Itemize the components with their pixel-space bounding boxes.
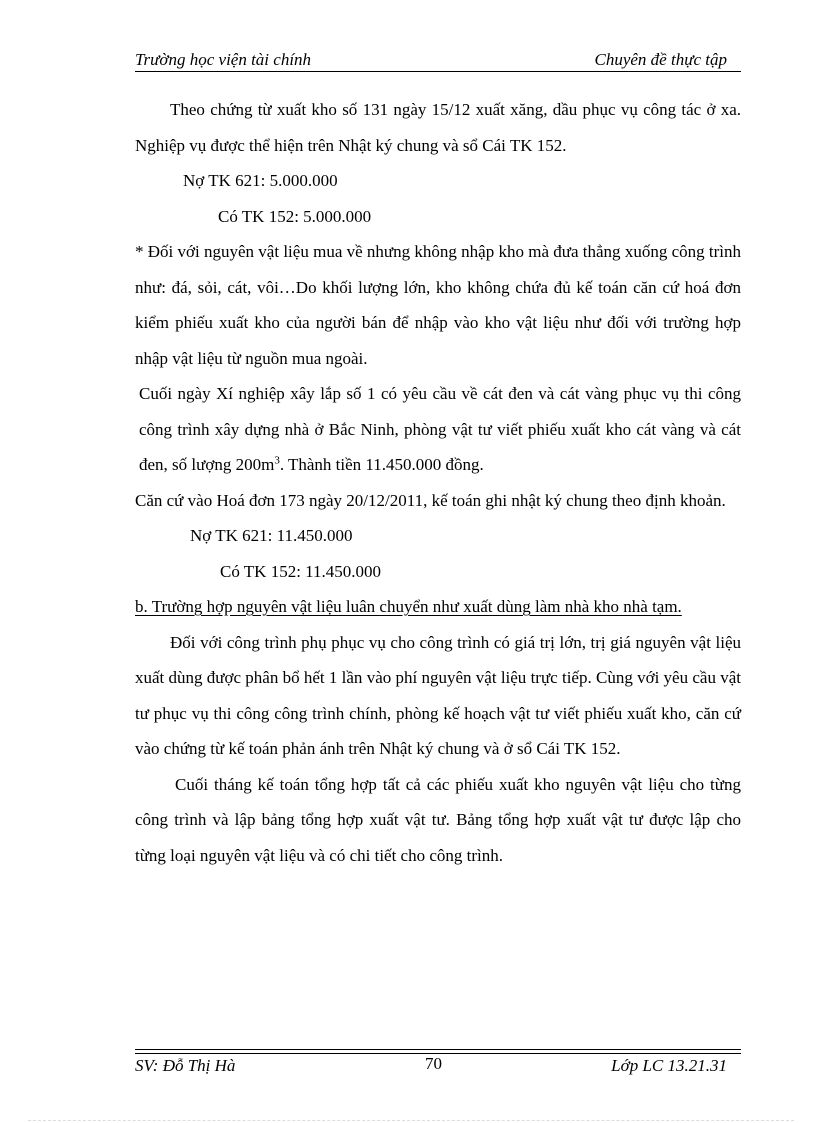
page-body (135, 92, 741, 873)
paragraph-month-end-summary: Cuối tháng kế toán tổng hợp tất cả các phiếu xuất kho nguyên vật liệu cho từng công trình và lập bảng tổng hợp xuất vật tư. Bảng tổng hợp xuất vật tư được lập cho từng loại nguyên vật liệu và có chi tiết cho công trình. (135, 774, 741, 865)
footer-class-code: Lớp LC 13.21.31 (611, 1056, 727, 1075)
paragraph-invoice-173: Căn cứ vào Hoá đơn 173 ngày 20/12/2011, kế toán ghi nhật ký chung theo định khoản. (135, 490, 726, 510)
paragraph-fuel-issue: Theo chứng từ xuất kho số 131 ngày 15/12 xuất xăng, dầu phục vụ công tác ở xa. Nghiệp vụ được thể hiện trên Nhật ký chung và sổ Cái TK 152. (135, 100, 741, 155)
journal-entry-2-debit: Nợ TK 621: 11.450.000 (190, 526, 353, 545)
page-header (135, 48, 741, 72)
section-heading-b: b. Trường hợp nguyên vật liệu luân chuyển như xuất dùng làm nhà kho nhà tạm. (135, 597, 682, 616)
journal-entry-1-debit: Nợ TK 621: 5.000.000 (183, 171, 338, 190)
paragraph-sand-issue (135, 376, 741, 483)
paragraph-auxiliary-works: Đối với công trình phụ phục vụ cho công trình có giá trị lớn, trị giá nguyên vật liệu xuất dùng được phân bổ hết 1 lần vào phí nguyên vật liệu trực tiếp. Cùng với yêu cầu vật tư phục vụ thi công công trình chính, phòng kế hoạch vật tư viết phiếu xuất kho, căn cứ vào chứng từ kế toán phản ánh trên Nhật ký chung và ở sổ Cái TK 152. (135, 632, 741, 758)
sand-issue-amount: . Thành tiền 11.450.000 đồng. (279, 455, 484, 474)
header-school-name: Trường học viện tài chính (135, 50, 312, 69)
footer-student-name: SV: Đỗ Thị Hà (135, 1056, 236, 1075)
header-report-title: Chuyên đề thực tập (594, 50, 727, 69)
paragraph-direct-materials: * Đối với nguyên vật liệu mua về nhưng không nhập kho mà đưa thẳng xuống công trình như: đá, sỏi, cát, vôi…Do khối lượng lớn, kho không chứa đủ kế toán căn cứ hoá đơn kiểm phiếu xuất kho của người bán để nhập vào kho vật liệu như đối với trường hợp nhập vật liệu từ nguồn mua ngoài. (135, 242, 741, 368)
page-number: 70 (425, 1054, 442, 1073)
footer-rule-thick (135, 1049, 741, 1050)
journal-entry-2-credit: Có TK 152: 11.450.000 (220, 561, 382, 581)
page-footer (135, 1054, 741, 1078)
cubic-superscript: 3 (274, 454, 280, 467)
journal-entry-1-credit: Có TK 152: 5.000.000 (218, 206, 372, 226)
header-rule (135, 71, 741, 72)
sand-issue-text: Cuối ngày Xí nghiệp xây lắp số 1 có yêu cầu về cát đen và cát vàng phục vụ thi công công trình xây dựng nhà ở Bắc Ninh, phòng vật tư viết phiếu xuất kho cát vàng và cát đen, số lượng 200m (139, 384, 741, 474)
page-edge-divider (28, 1120, 794, 1121)
